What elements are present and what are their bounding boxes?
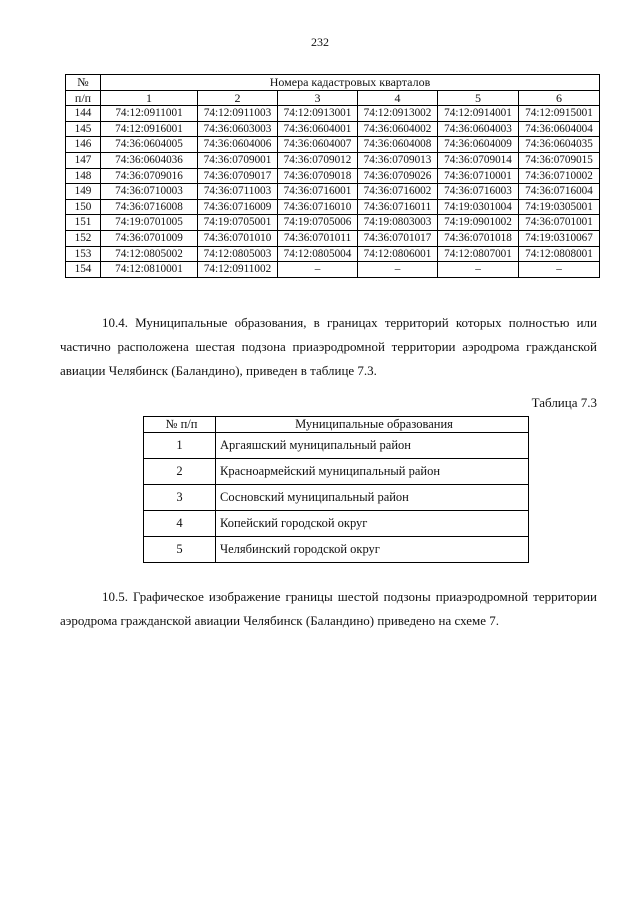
table-row [66, 121, 600, 137]
row-number: 154 [66, 262, 101, 278]
table-row [66, 230, 600, 246]
cadastral-quarter-cell: 74:36:0604005 [101, 137, 198, 153]
cadastral-quarter-cell: 74:19:0701005 [101, 215, 198, 231]
cadastral-quarter-cell: 74:36:0604007 [278, 137, 358, 153]
cadastral-quarter-cell: 74:36:0709026 [358, 168, 438, 184]
cadastral-quarter-cell: 74:12:0911003 [198, 106, 278, 122]
cadastral-quarter-cell: 74:36:0701010 [198, 230, 278, 246]
table-row [66, 262, 600, 278]
cadastral-quarter-cell: 74:36:0701018 [438, 230, 519, 246]
cadastral-quarter-cell: 74:36:0709014 [438, 152, 519, 168]
column-header: 3 [278, 90, 358, 106]
cadastral-quarter-cell: 74:36:0604008 [358, 137, 438, 153]
row-number: 151 [66, 215, 101, 231]
cadastral-quarter-cell: 74:36:0604035 [519, 137, 600, 153]
table-row [66, 215, 600, 231]
municipal-name: Красноармейский муниципальный район [216, 459, 529, 485]
column-header: 4 [358, 90, 438, 106]
row-number: 150 [66, 199, 101, 215]
column-header: 6 [519, 90, 600, 106]
cadastral-quarter-cell: 74:19:0705006 [278, 215, 358, 231]
cadastral-quarter-cell: 74:36:0701009 [101, 230, 198, 246]
cadastral-quarter-cell: – [519, 262, 600, 278]
cadastral-quarter-cell: 74:36:0716008 [101, 199, 198, 215]
cadastral-quarter-cell: 74:36:0709001 [198, 152, 278, 168]
cadastral-quarter-cell: 74:36:0716001 [278, 184, 358, 200]
column-header: 5 [438, 90, 519, 106]
cadastral-quarter-cell: 74:12:0808001 [519, 246, 600, 262]
table-row [66, 106, 600, 122]
municipal-row-number: 3 [144, 485, 216, 511]
cadastral-quarter-cell: 74:36:0709018 [278, 168, 358, 184]
municipal-row-number: 2 [144, 459, 216, 485]
cadastral-quarter-cell: 74:36:0709016 [101, 168, 198, 184]
table-row [144, 459, 529, 485]
cadastral-quarter-cell: 74:19:0705001 [198, 215, 278, 231]
cadastral-quarter-cell: 74:12:0810001 [101, 262, 198, 278]
cadastral-quarter-cell: – [438, 262, 519, 278]
cadastral-quarter-cell: 74:36:0604004 [519, 121, 600, 137]
table-row [66, 184, 600, 200]
cadastral-quarter-cell: 74:12:0805004 [278, 246, 358, 262]
cadastral-quarter-cell: 74:36:0604006 [198, 137, 278, 153]
num-header-line1: № [66, 75, 101, 91]
cadastral-quarter-cell: 74:19:0310067 [519, 230, 600, 246]
cadastral-quarter-cell: 74:12:0916001 [101, 121, 198, 137]
cadastral-quarter-cell: 74:36:0716010 [278, 199, 358, 215]
cadastral-quarters-table [65, 74, 600, 278]
municipal-name: Аргаяшский муниципальный район [216, 433, 529, 459]
table-caption: Таблица 7.3 [531, 395, 597, 410]
row-number: 148 [66, 168, 101, 184]
cadastral-quarter-cell: 74:19:0305001 [519, 199, 600, 215]
cadastral-quarter-cell: 74:36:0716002 [358, 184, 438, 200]
cadastral-quarter-cell: 74:36:0701011 [278, 230, 358, 246]
cadastral-quarter-cell: 74:36:0604003 [438, 121, 519, 137]
table-row [144, 537, 529, 563]
cadastral-quarter-cell: 74:12:0805003 [198, 246, 278, 262]
cadastral-quarter-cell: 74:19:0803003 [358, 215, 438, 231]
municipal-row-number: 4 [144, 511, 216, 537]
row-number: 153 [66, 246, 101, 262]
cadastral-quarter-cell: 74:19:0301004 [438, 199, 519, 215]
cadastral-quarter-cell: 74:36:0709012 [278, 152, 358, 168]
municipal-row-number: 1 [144, 433, 216, 459]
table-row [66, 246, 600, 262]
column-header-row [66, 90, 600, 106]
table-row [66, 168, 600, 184]
paragraph-10-5: 10.5. Графическое изображение границы шестой подзоны приаэродромной территории аэродрома гражданской авиации Челябинск (Баландино) приведено на схеме 7. [60, 589, 597, 628]
cadastral-group-header: Номера кадастровых кварталов [101, 75, 600, 91]
cadastral-quarter-cell: 74:36:0701017 [358, 230, 438, 246]
row-number: 152 [66, 230, 101, 246]
cadastral-quarter-cell: 74:36:0709017 [198, 168, 278, 184]
table-row [144, 511, 529, 537]
cadastral-quarter-cell: 74:12:0911002 [198, 262, 278, 278]
municipal-name-header: Муниципальные образования [216, 417, 529, 433]
row-number: 149 [66, 184, 101, 200]
cadastral-quarter-cell: 74:36:0711003 [198, 184, 278, 200]
table-row [144, 433, 529, 459]
table-row [66, 199, 600, 215]
cadastral-quarter-cell: 74:36:0709013 [358, 152, 438, 168]
row-number: 145 [66, 121, 101, 137]
cadastral-quarter-cell: 74:36:0710001 [438, 168, 519, 184]
row-number: 144 [66, 106, 101, 122]
cadastral-quarter-cell: 74:36:0604009 [438, 137, 519, 153]
cadastral-quarter-cell: 74:36:0604036 [101, 152, 198, 168]
cadastral-quarter-cell: 74:36:0701001 [519, 215, 600, 231]
cadastral-quarter-cell: 74:36:0716011 [358, 199, 438, 215]
cadastral-quarter-cell: 74:36:0604002 [358, 121, 438, 137]
table-row [144, 485, 529, 511]
cadastral-quarter-cell: 74:19:0901002 [438, 215, 519, 231]
cadastral-quarter-cell: 74:12:0913001 [278, 106, 358, 122]
cadastral-quarter-cell: – [278, 262, 358, 278]
cadastral-quarter-cell: 74:36:0716004 [519, 184, 600, 200]
table-row [66, 137, 600, 153]
num-header-line2: п/п [66, 90, 101, 106]
cadastral-quarter-cell: 74:12:0806001 [358, 246, 438, 262]
municipal-formations-table [143, 416, 529, 563]
row-number: 146 [66, 137, 101, 153]
cadastral-quarter-cell: 74:12:0914001 [438, 106, 519, 122]
municipal-name: Сосновский муниципальный район [216, 485, 529, 511]
cadastral-quarter-cell: 74:36:0710002 [519, 168, 600, 184]
page-number: 232 [311, 35, 329, 49]
municipal-num-header: № п/п [144, 417, 216, 433]
paragraph-10-4: 10.4. Муниципальные образования, в границах территорий которых полностью или частично расположена шестая подзона приаэродромной территории аэродрома гражданской авиации Челябинск (Баландино), приведен в таблице 7.3. [60, 315, 597, 378]
cadastral-quarter-cell: 74:12:0915001 [519, 106, 600, 122]
cadastral-quarter-cell: 74:36:0716003 [438, 184, 519, 200]
cadastral-quarter-cell: 74:36:0709015 [519, 152, 600, 168]
column-header: 2 [198, 90, 278, 106]
municipal-name: Копейский городской округ [216, 511, 529, 537]
cadastral-quarter-cell: 74:12:0807001 [438, 246, 519, 262]
cadastral-quarter-cell: 74:36:0716009 [198, 199, 278, 215]
cadastral-quarter-cell: 74:12:0911001 [101, 106, 198, 122]
cadastral-quarter-cell: 74:12:0913002 [358, 106, 438, 122]
municipal-row-number: 5 [144, 537, 216, 563]
table-row [66, 152, 600, 168]
cadastral-quarter-cell: 74:36:0604001 [278, 121, 358, 137]
cadastral-quarter-cell: 74:36:0603003 [198, 121, 278, 137]
column-header: 1 [101, 90, 198, 106]
cadastral-quarter-cell: 74:12:0805002 [101, 246, 198, 262]
cadastral-quarter-cell: 74:36:0710003 [101, 184, 198, 200]
cadastral-quarter-cell: – [358, 262, 438, 278]
row-number: 147 [66, 152, 101, 168]
municipal-name: Челябинский городской округ [216, 537, 529, 563]
